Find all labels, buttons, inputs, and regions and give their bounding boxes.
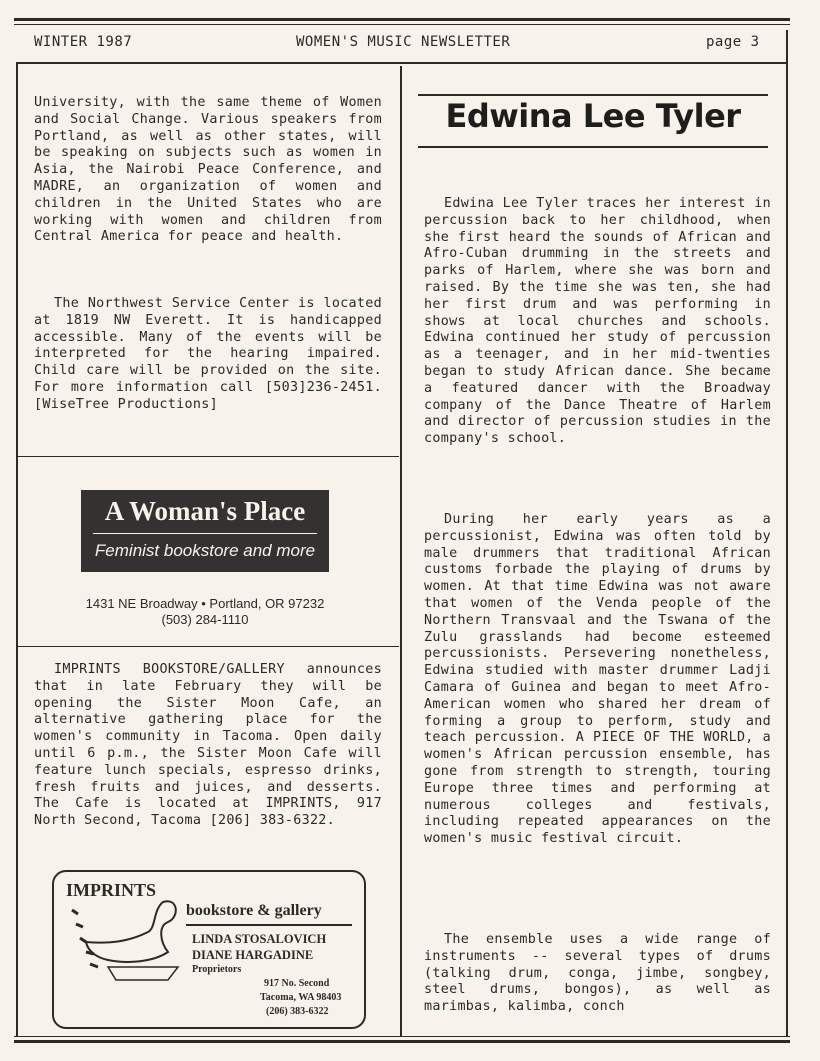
right-paragraph-2: During her early years as a percussionist, Edwina was often told by male drummers that traditional African customs forbade the playing of drums by women. At that time Edwina was not aware that women of the Venda people of the Northern Transvaal and the Tswana of the Zulu grasslands had become esteemed percussionists. Persevering nonetheless, Edwina studied with master drummer Ladji Camara of Guinea and began to meet Afro-American women who shared her dream of forming a group to perform, study and teach percussion. A PIECE OF THE WORLD, a women's African percussion ensemble, has gone from strength to strength, touring Europe three times and performing at numerous colleges and festivals, including repeated appearances on the women's music festival circuit. xyxy=(424,512,771,847)
womans-place-name: A Woman's Place xyxy=(104,496,306,526)
imprints-subtitle: bookstore & gallery xyxy=(186,902,322,919)
top-rule-thick xyxy=(14,18,790,21)
divider-1 xyxy=(18,456,399,457)
imprints-ad xyxy=(52,870,366,1029)
womans-place-ad xyxy=(81,490,329,572)
left-paragraph-3: IMPRINTS BOOKSTORE/GALLERY announces that in late February they will be opening the Sister Moon Cafe, an alternative gathering place for the women's community in Tacoma. Open daily until 6 p.m., the Sister Moon Cafe will feature lunch specials, espresso drinks, fresh fruits and juices, and desserts. The Cafe is located at IMPRINTS, 917 North Second, Tacoma [206] 383-6322. xyxy=(34,662,382,829)
imprints-name: IMPRINTS xyxy=(66,880,157,900)
divider-2 xyxy=(18,646,399,647)
page-number: page 3 xyxy=(706,34,760,50)
top-rule-thin xyxy=(14,24,790,25)
imprints-rule xyxy=(186,924,352,926)
left-paragraph-2: The Northwest Service Center is located at 1819 NW Everett. It is handicapped accessible. Many of the events will be interpreted for the hearing impaired. Child care will be provided on the site. For more information call [503]236-2451. [WiseTree Productions] xyxy=(34,296,382,412)
header-underline xyxy=(16,62,788,64)
imprints-owner-1: LINDA STOSALOVICH xyxy=(192,932,327,946)
imprints-city: Tacoma, WA 98403 xyxy=(260,992,342,1003)
bottom-rule-thin xyxy=(14,1036,790,1037)
bird-logo-icon xyxy=(68,892,188,1002)
right-frame xyxy=(786,30,788,1036)
imprints-phone: (206) 383-6322 xyxy=(266,1006,329,1017)
imprints-street: 917 No. Second xyxy=(264,978,330,989)
ad-divider xyxy=(93,533,317,534)
left-frame xyxy=(16,62,18,1036)
right-paragraph-3: The ensemble uses a wide range of instruments -- several types of drums (talking drum, conga, jimbe, songbey, steel drums, bongos), as well as marimbas, kalimba, conch xyxy=(424,932,771,1015)
right-paragraph-1: Edwina Lee Tyler traces her interest in percussion back to her childhood, when she first heard the sounds of African and Afro-Cuban drumming in the streets and parks of Harlem, where she was born and raised. By the time she was ten, she had her first drum and was performing in shows at local churches and schools. Edwina continued her study of percussion as a teenager, and in her mid-twenties began to study African dance. She became a featured dancer with the Broadway company of the Dance Theatre of Harlem and director of percussion studies in the company's school. xyxy=(424,196,771,447)
column-divider xyxy=(400,66,402,1036)
imprints-owner-2: DIANE HARGADINE xyxy=(192,948,314,962)
imprints-role: Proprietors xyxy=(192,964,242,975)
publication-title: WOMEN'S MUSIC NEWSLETTER xyxy=(296,34,511,50)
bottom-rule-thick xyxy=(14,1040,790,1043)
title-rule-bottom xyxy=(418,146,768,148)
article-title: Edwina Lee Tyler xyxy=(445,97,741,135)
womans-place-address: 1431 NE Broadway • Portland, OR 97232 xyxy=(85,596,325,611)
title-rule-top xyxy=(418,94,768,96)
issue-date: WINTER 1987 xyxy=(34,34,133,50)
womans-place-tagline: Feminist bookstore and more xyxy=(94,541,316,560)
left-paragraph-1: University, with the same theme of Women and Social Change. Various speakers from Portland, as well as other states, will be speaking on subjects such as women in Asia, the Nairobi Peace Conference, and MADRE, an organization of women and children in the United States who are working with women and children from Central America for peace and health. xyxy=(34,95,382,245)
womans-place-phone: (503) 284-1110 xyxy=(161,612,249,627)
